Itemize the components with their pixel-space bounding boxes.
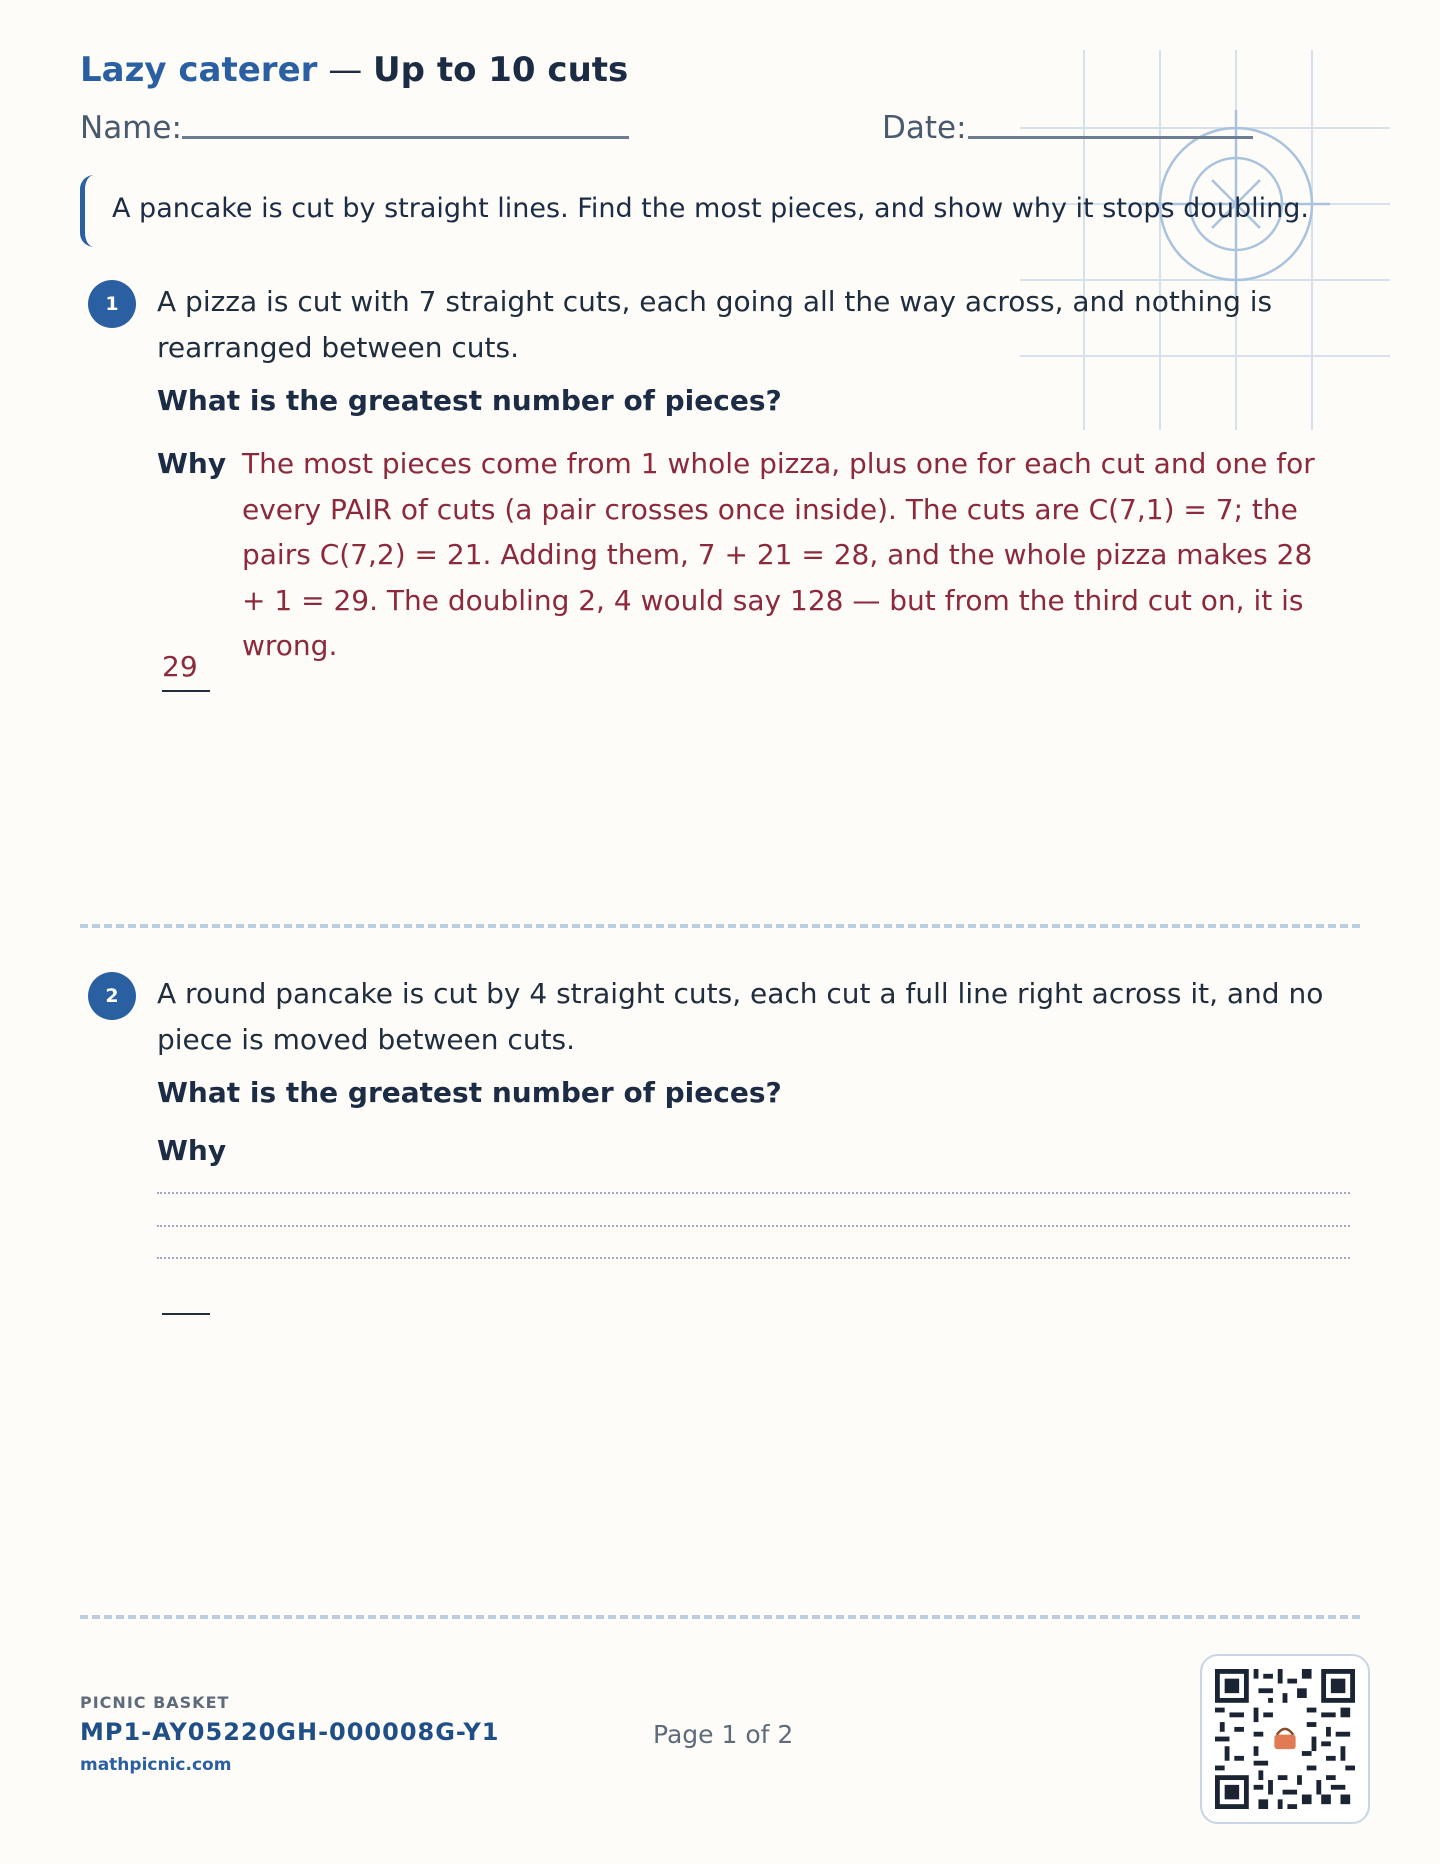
name-field[interactable]	[182, 136, 629, 139]
why-writing-line[interactable]	[157, 1192, 1350, 1194]
answer-blank[interactable]	[162, 690, 210, 692]
footer-brand: PICNIC BASKET	[80, 1693, 230, 1712]
worksheet-code: MP1-AY05220GH-000008G-Y1	[80, 1718, 500, 1746]
section-divider	[80, 1615, 1360, 1619]
answer-blank[interactable]	[162, 1313, 210, 1315]
question-prompt: What is the greatest number of pieces?	[157, 384, 782, 417]
title-subtitle: Up to 10 cuts	[373, 50, 629, 90]
title-separator: —	[317, 50, 374, 90]
instructions-callout	[80, 175, 1309, 247]
page-title	[80, 50, 628, 90]
date-label: Date:	[882, 110, 967, 146]
name-label: Name:	[80, 110, 182, 146]
site-link[interactable]: mathpicnic.com	[80, 1755, 232, 1775]
callout-bracket	[80, 175, 99, 247]
question-prompt: What is the greatest number of pieces?	[157, 1076, 782, 1109]
page-indicator: Page 1 of 2	[653, 1720, 794, 1749]
question-text: A pizza is cut with 7 straight cuts, each going all the way across, and nothing is rearranged between cuts.	[157, 285, 1273, 364]
why-label: Why	[157, 1134, 227, 1167]
question-text: A round pancake is cut by 4 straight cuts, each cut a full line right across it, and no piece is moved between cuts.	[157, 977, 1324, 1056]
why-explanation: The most pieces come from 1 whole pizza, plus one for each cut and one for every PAIR of cuts (a pair crosses once inside). The cuts are C(7,1) = 7; the pairs C(7,2) = 21. Adding them, 7 + 21 = 28, and the whole pizza makes 28 + 1 = 29. The doubling 2, 4 would say 128 — but from the third cut on, it is wrong.	[242, 447, 1315, 662]
answer-value: 29	[162, 650, 198, 683]
section-divider	[80, 924, 1360, 928]
date-field[interactable]	[968, 136, 1253, 139]
why-label: Why	[157, 447, 227, 480]
question-number-badge: 2	[88, 972, 136, 1020]
why-writing-line[interactable]	[157, 1257, 1350, 1259]
question-number-badge: 1	[88, 280, 136, 328]
qr-code-icon	[1215, 1669, 1355, 1809]
qr-code	[1200, 1654, 1370, 1824]
why-writing-line[interactable]	[157, 1225, 1350, 1227]
instructions-text: A pancake is cut by straight lines. Find the most pieces, and show why it stops doubling.	[112, 193, 1309, 224]
title-topic: Lazy caterer	[80, 50, 318, 90]
